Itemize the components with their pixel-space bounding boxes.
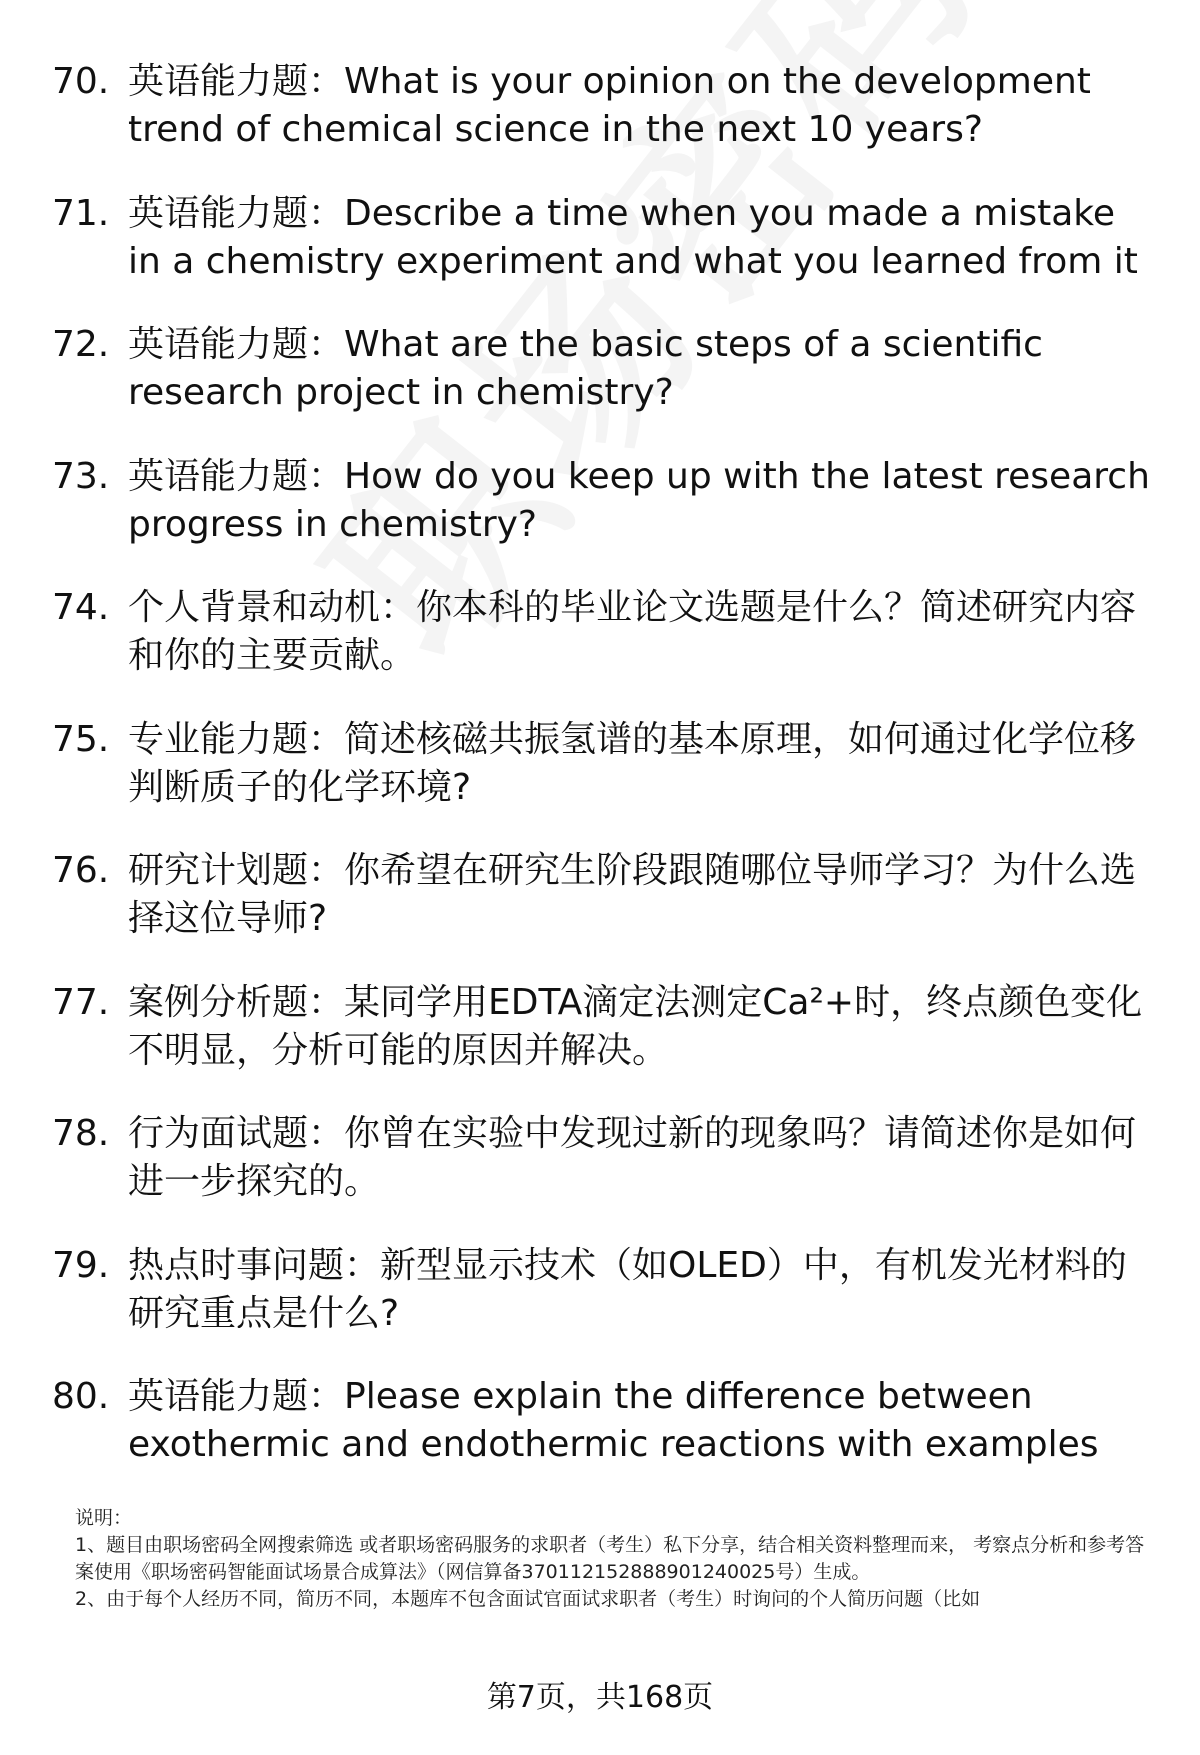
question-item <box>0 1242 1200 1374</box>
question-text: 行为面试题：你曾在实验中发现过新的现象吗？请简述你是如何进一步探究的。 <box>128 1113 1137 1202</box>
question-list <box>0 58 1200 1505</box>
question-number: 74. <box>52 587 110 628</box>
question-number: 80. <box>52 1376 110 1417</box>
question-number: 70. <box>52 61 110 102</box>
question-text: 英语能力题：How do you keep up with the latest research progress in chemistry? <box>128 455 1150 545</box>
question-text: 英语能力题：Describe a time when you made a mistake in a chemistry experiment and what you learned from it <box>128 192 1138 282</box>
question-number: 75. <box>52 718 110 760</box>
question-item <box>0 847 1200 979</box>
question-number: 77. <box>52 981 110 1023</box>
question-text: 英语能力题：What is your opinion on the development trend of chemical science in the next 10 years? <box>128 61 1091 150</box>
question-text: 研究计划题：你希望在研究生阶段跟随哪位导师学习？为什么选择这位导师? <box>128 850 1137 939</box>
question-text: 热点时事问题：新型显示技术（如OLED）中，有机发光材料的研究重点是什么? <box>128 1244 1127 1334</box>
question-number: 73. <box>52 455 110 497</box>
notes-section <box>75 1505 1155 1613</box>
page-footer: 第7页，共168页 <box>486 1680 714 1715</box>
question-item <box>0 716 1200 848</box>
question-item <box>0 979 1200 1111</box>
question-number: 72. <box>52 324 110 365</box>
question-number: 79. <box>52 1244 110 1286</box>
question-number: 76. <box>52 850 110 891</box>
question-number: 71. <box>52 192 110 234</box>
question-text: 专业能力题：简述核磁共振氢谱的基本原理，如何通过化学位移判断质子的化学环境? <box>128 718 1137 808</box>
question-item <box>0 584 1200 716</box>
question-item <box>0 1373 1200 1505</box>
question-text: 英语能力题：What are the basic steps of a scientific research project in chemistry? <box>128 324 1043 413</box>
question-text: 英语能力题：Please explain the difference between exothermic and endothermic reactions with examples <box>128 1376 1099 1465</box>
question-text: 个人背景和动机：你本科的毕业论文选题是什么？简述研究内容和你的主要贡献。 <box>128 587 1137 676</box>
question-item <box>0 321 1200 453</box>
question-item <box>0 1110 1200 1242</box>
notes-line-1: 1、题目由职场密码全网搜索筛选 或者职场密码服务的求职者（考生）私下分享，结合相关资料整理而来， 考察点分析和参考答案使用《职场密码智能面试场景合成算法》（网信算备370112152888901240025号）生成。 <box>75 1534 1145 1583</box>
question-text: 案例分析题：某同学用EDTA滴定法测定Ca²+时，终点颜色变化不明显，分析可能的原因并解决。 <box>128 981 1143 1071</box>
notes-line-2: 2、由于每个人经历不同，简历不同，本题库不包含面试官面试求职者（考生）时询问的个人简历问题（比如 <box>75 1588 981 1610</box>
question-number: 78. <box>52 1113 110 1154</box>
question-item <box>0 58 1200 190</box>
question-item <box>0 453 1200 585</box>
question-item <box>0 190 1200 322</box>
notes-title: 说明： <box>75 1507 133 1529</box>
